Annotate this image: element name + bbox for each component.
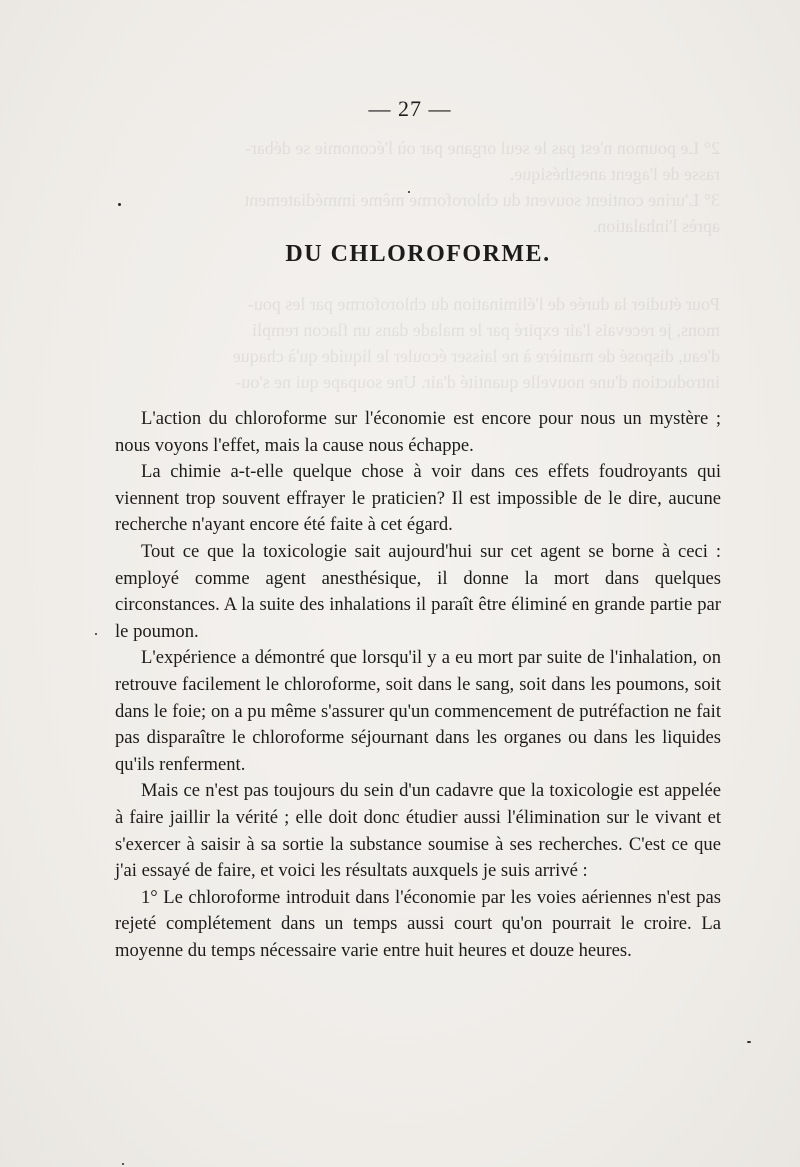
paragraph: 1° Le chloroforme introduit dans l'économie par les voies aériennes n'est pas rejeté complétement dans un temps aussi court qu'on pourrait le croire. La moyenne du temps nécessaire varie entre huit heures et douze heures. — [115, 886, 721, 961]
ink-speck — [747, 1041, 751, 1043]
ink-speck — [408, 191, 410, 193]
paragraph: Mais ce n'est pas toujours du sein d'un cadavre que la toxicologie est appelée à faire jaillir la vérité ; elle doit donc étudier aussi l'élimination sur le vivant et s'exercer à saisir à sa sortie la substance soumise à ses recherches. C'est ce que j'ai essayé de faire, et voici les résultats auxquels je suis arrivé : — [115, 780, 721, 882]
chapter-title: DU CHLOROFORME. — [285, 241, 551, 267]
paragraph: L'action du chloroforme sur l'économie est encore pour nous un mystère ; nous voyons l'effet, mais la cause nous échappe. — [115, 408, 721, 456]
ink-speck — [122, 1163, 124, 1165]
page-number: — 27 — — [368, 96, 452, 121]
body-text — [115, 406, 721, 964]
paragraph: L'expérience a démontré que lorsqu'il y a eu mort par suite de l'inhalation, on retrouve facilement le chloroforme, soit dans le sang, soit dans les poumons, soit dans le foie; on a pu même s'assurer qu'un commencement de putréfaction ne fait pas disparaître le chloroforme séjournant dans les organes ou dans les liquides qu'ils renferment. — [115, 647, 721, 775]
ink-speck — [118, 203, 121, 206]
ink-speck — [95, 633, 97, 635]
paragraph: La chimie a-t-elle quelque chose à voir dans ces effets foudroyants qui viennent trop souvent effrayer le praticien? Il est impossible de le dire, aucune recherche n'ayant encore été faite à cet égard. — [115, 461, 721, 536]
reverse-side-bleed-through: 2° Le poumon n'est pas le seul organe par où l'économie se débar- rasse de l'agent anesthésique. 3° L'urine contient souvent du chloroforme même immédiatement après l'inhalation. Pour étudier la durée de l'élimination du chloroforme par les pou- mons, je recevais l'air expiré par le malade dans un flacon rempli d'eau, disposé de manière à ne laisser écouler le liquide qu'à chaque introduction d'une nouvelle quantité d'air. Une soupape qui ne s'ou- — [232, 138, 720, 392]
paragraph: Tout ce que la toxicologie sait aujourd'hui sur cet agent se borne à ceci : employé comme agent anesthésique, il donne la mort dans quelques circonstances. A la suite des inhalations il paraît être éliminé en grande partie par le poumon. — [115, 540, 721, 642]
